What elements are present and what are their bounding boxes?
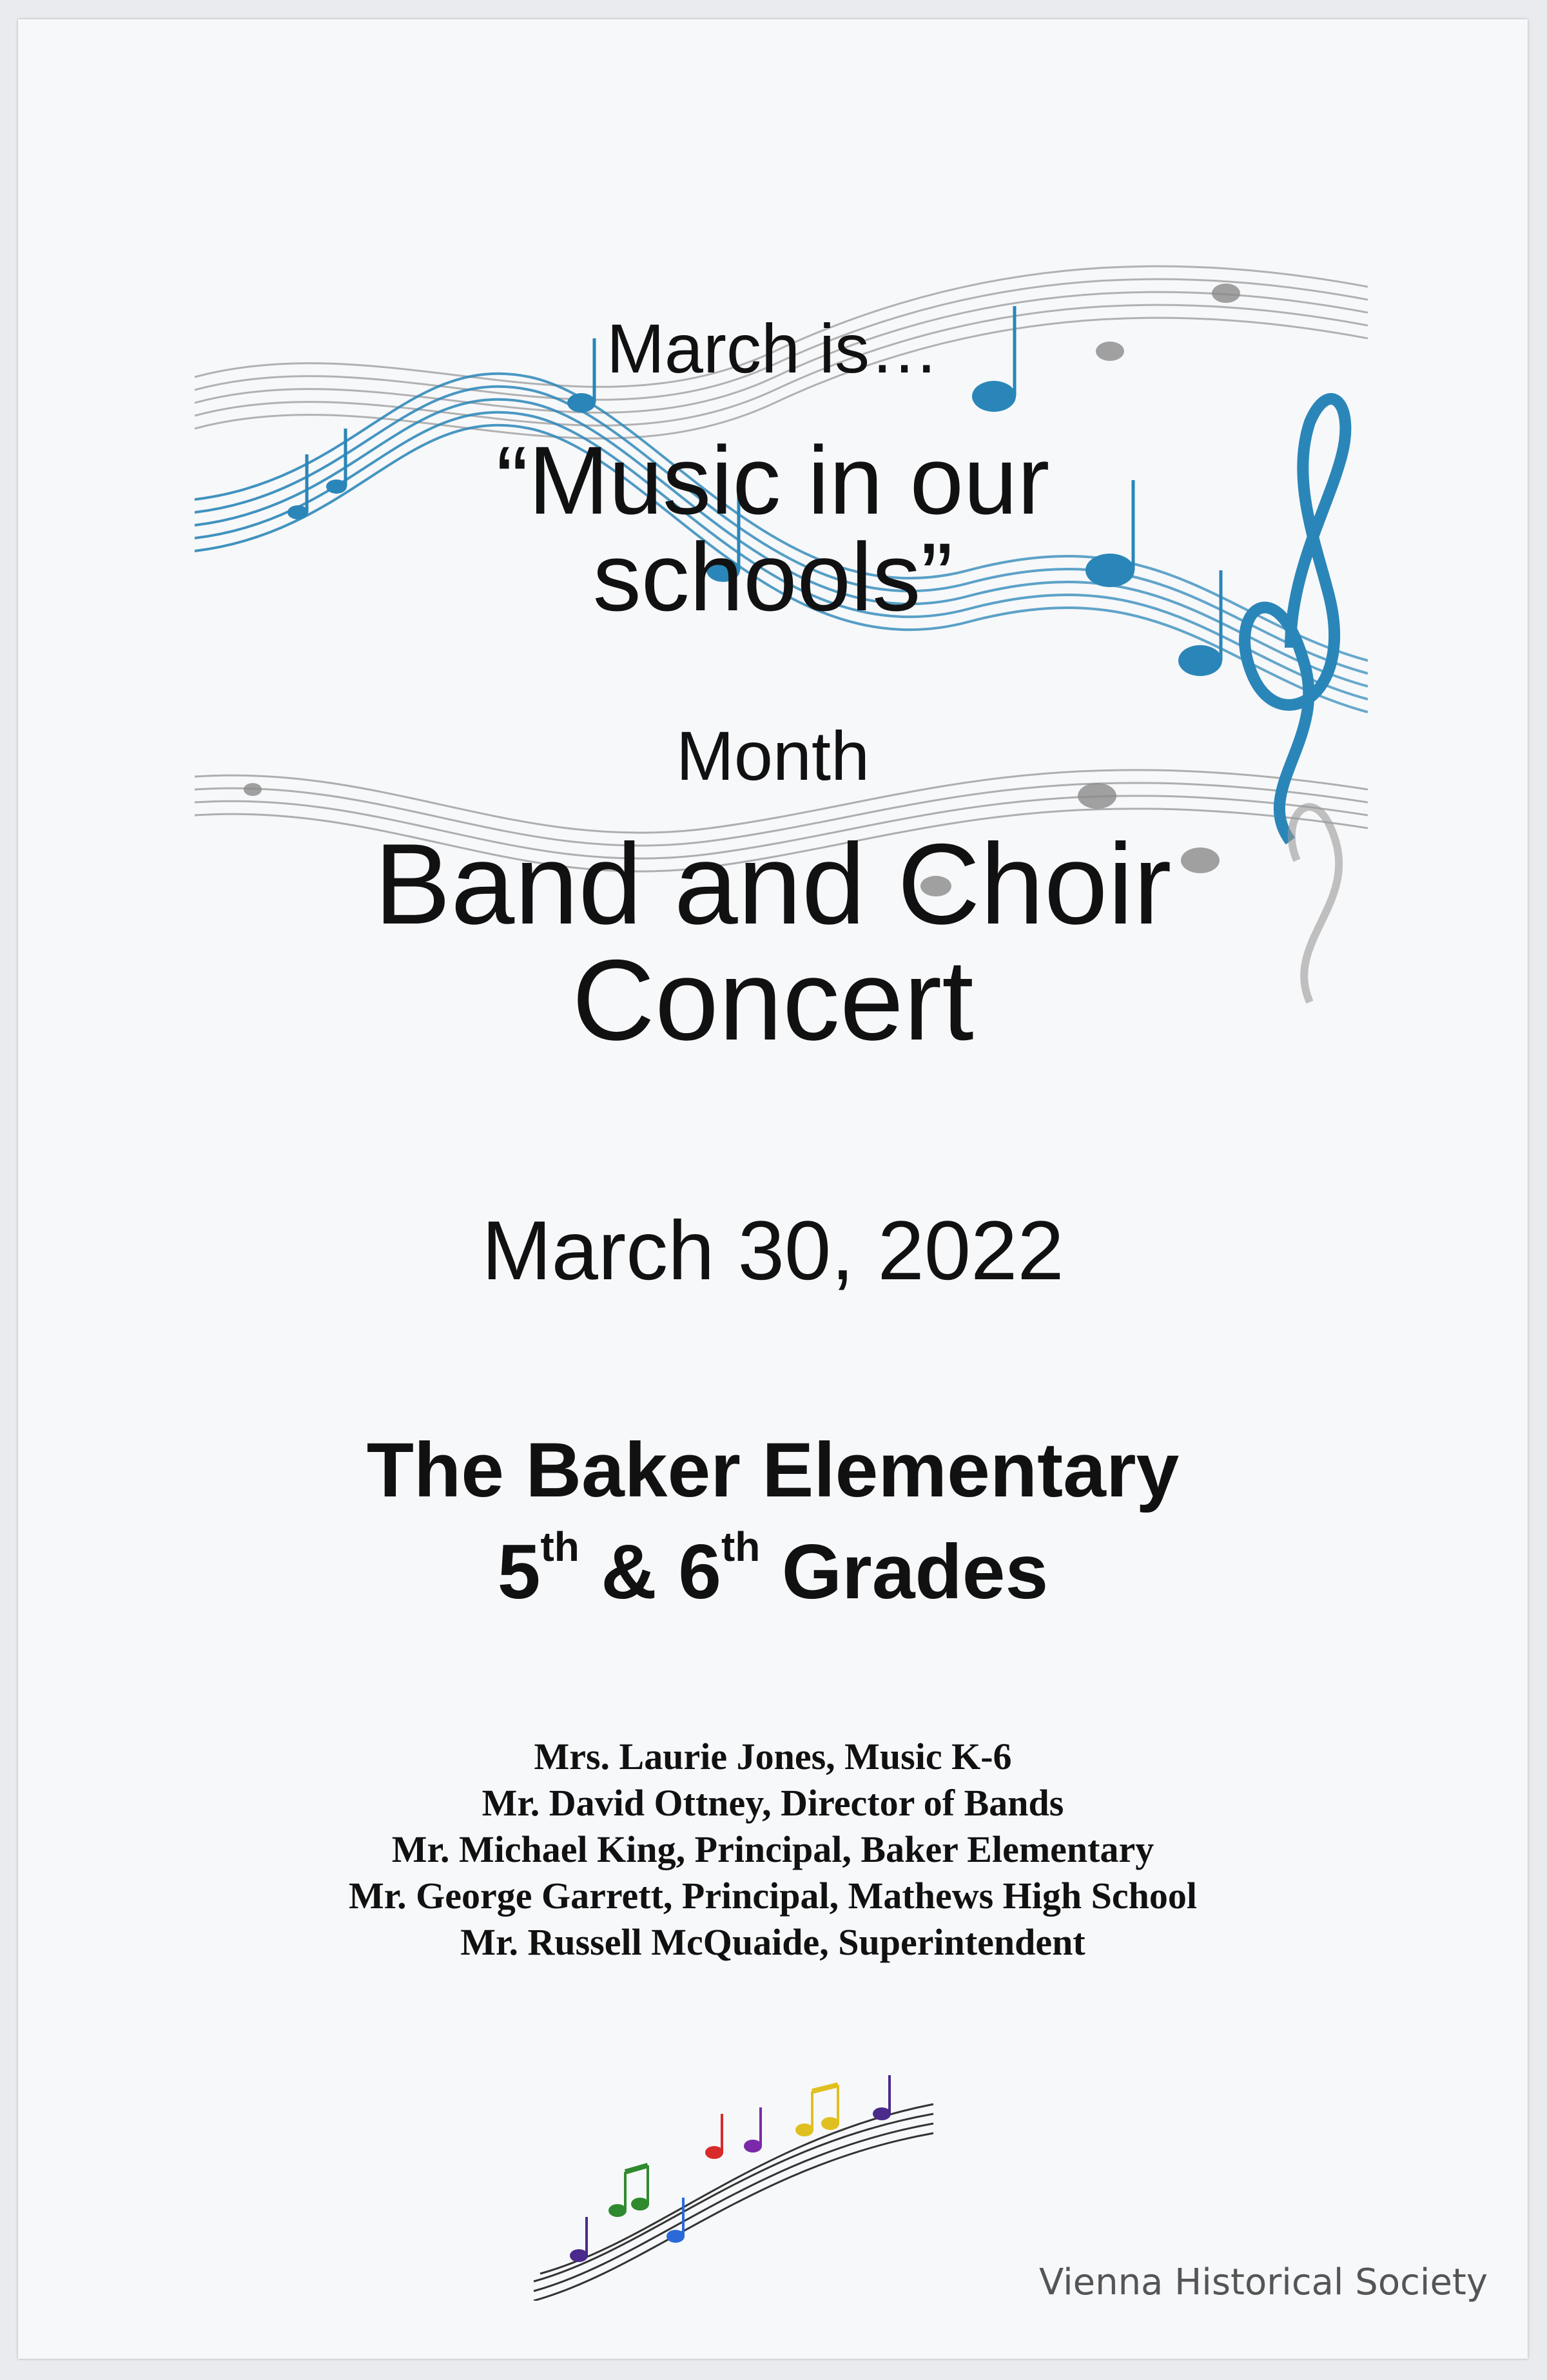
- grades-line: [18, 1524, 1528, 1616]
- concert-title-line-1: Band and Choir: [374, 820, 1172, 948]
- music-in-our-schools-title: [18, 426, 1528, 631]
- staff-line: Mr. David Ottney, Director of Bands: [482, 1782, 1064, 1824]
- staff-list: [18, 1734, 1528, 1966]
- watermark-text: Vienna Historical Society: [1038, 2261, 1488, 2303]
- grades-mid: & 6: [579, 1529, 721, 1615]
- concert-date: March 30, 2022: [482, 1203, 1064, 1297]
- grades-th-1: th: [540, 1524, 579, 1570]
- grades-th-2: th: [721, 1524, 761, 1570]
- music-title-line-1: “Music in our: [496, 426, 1050, 534]
- grades-last: Grades: [760, 1529, 1049, 1615]
- music-title-line-2: schools”: [592, 523, 953, 631]
- staff-line: Mr. Michael King, Principal, Baker Elementary: [391, 1828, 1154, 1870]
- concert-title: [18, 820, 1528, 1064]
- staff-line: Mr. George Garrett, Principal, Mathews High School: [348, 1875, 1198, 1917]
- staff-line: Mrs. Laurie Jones, Music K-6: [534, 1736, 1012, 1777]
- staff-line: Mr. Russell McQuaide, Superintendent: [460, 1921, 1085, 1963]
- school-name: The Baker Elementary: [366, 1427, 1180, 1513]
- program-page: [18, 19, 1528, 2359]
- concert-title-line-2: Concert: [572, 936, 974, 1064]
- grades-first: 5: [497, 1529, 541, 1615]
- march-is-line: March is…: [606, 309, 940, 387]
- month-line: Month: [676, 717, 870, 795]
- colorful-notes-icon: [521, 2069, 946, 2301]
